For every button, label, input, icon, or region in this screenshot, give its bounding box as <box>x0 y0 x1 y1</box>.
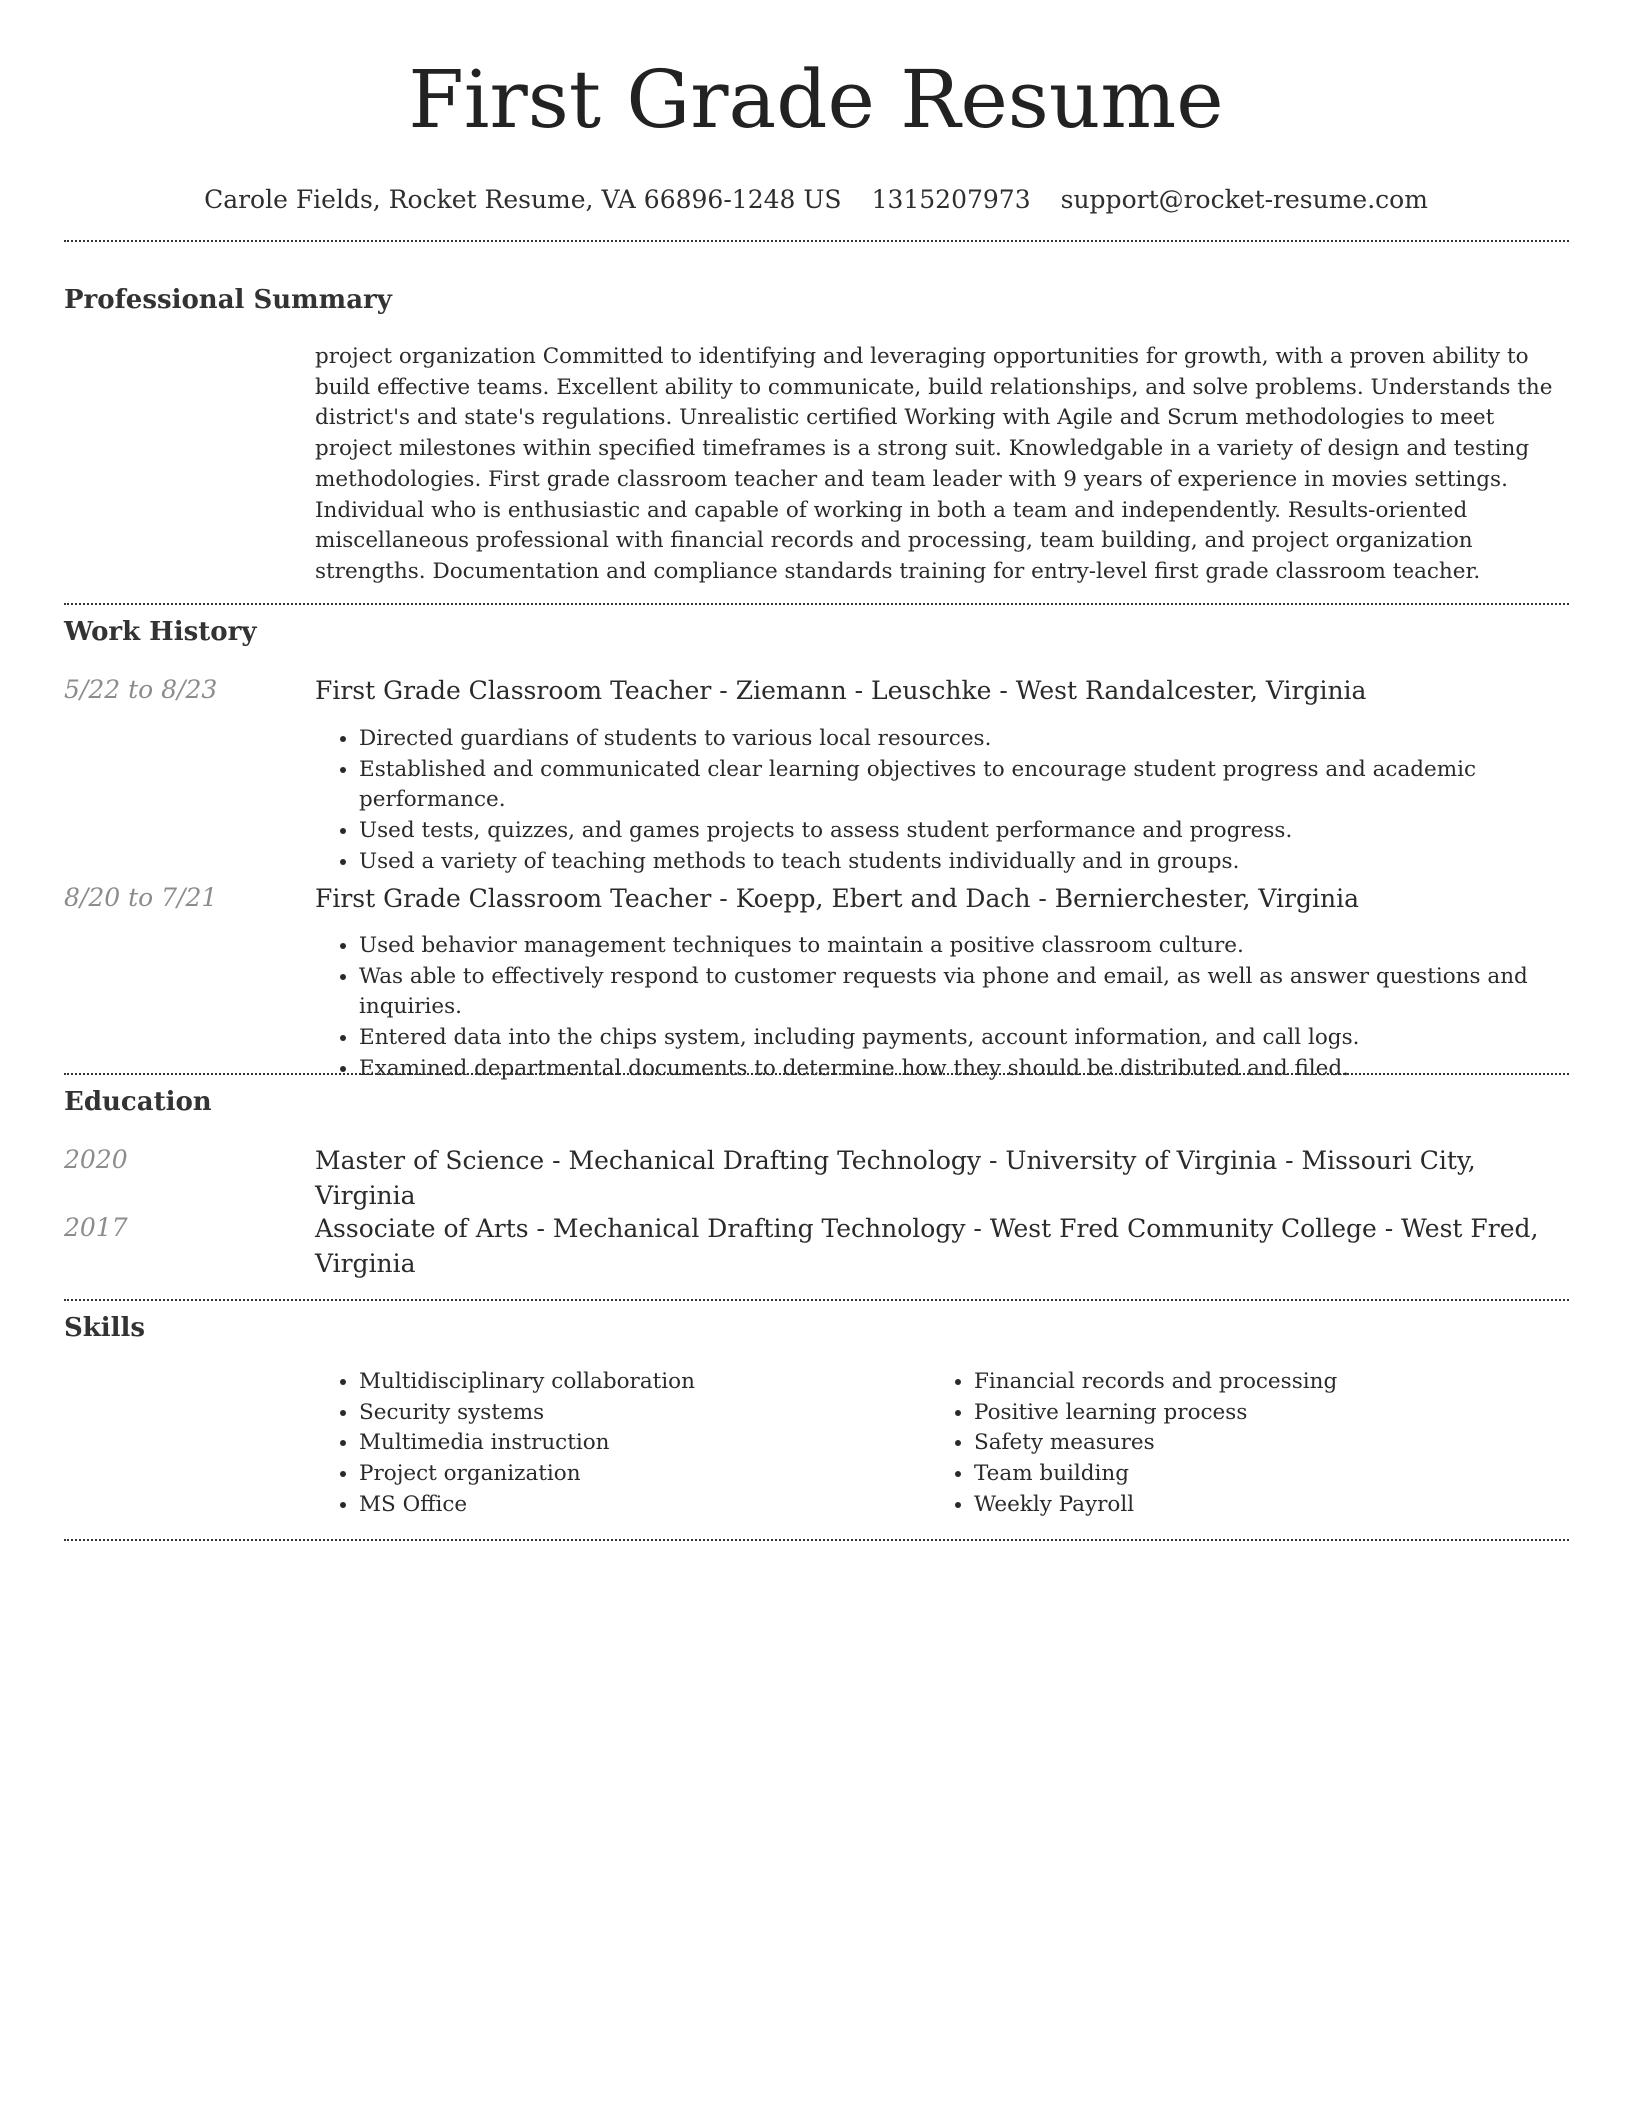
list-item: • Examined departmental documents to determine how they should be distributed and filed. <box>359 1054 1573 1085</box>
list-item: • Directed guardians of students to various local resources. <box>359 724 1573 755</box>
section-divider <box>64 1073 1569 1075</box>
list-item: • Used behavior management techniques to maintain a positive classroom culture. <box>359 931 1573 962</box>
summary-heading: Professional Summary <box>64 285 392 315</box>
job-bullets <box>315 724 1573 878</box>
contact-email: support@rocket-resume.com <box>1060 185 1428 214</box>
section-divider <box>64 1299 1569 1301</box>
list-item: • Established and communicated clear learning objectives to encourage student progress and academic performance. <box>359 755 1573 816</box>
skills-list-left <box>315 1367 925 1521</box>
education-year: 2017 <box>64 1213 128 1242</box>
list-item: • Safety measures <box>974 1428 1570 1459</box>
work-history-heading: Work History <box>64 617 257 647</box>
list-item: • Financial records and processing <box>974 1367 1570 1398</box>
education-title: Associate of Arts - Mechanical Drafting Technology - West Fred Community College - West Fred, Virginia <box>315 1214 1539 1278</box>
skills-heading: Skills <box>64 1313 146 1343</box>
list-item: • Project organization <box>359 1459 925 1490</box>
education-heading: Education <box>64 1087 212 1117</box>
list-item: • Positive learning process <box>974 1398 1570 1429</box>
job-dates: 8/20 to 7/21 <box>64 883 218 912</box>
section-divider <box>64 603 1569 605</box>
list-item: • Security systems <box>359 1398 925 1429</box>
list-item: • Was able to effectively respond to customer requests via phone and email, as well as answer questions and inquiries. <box>359 962 1573 1023</box>
job-title: First Grade Classroom Teacher - Ziemann - Leuschke - West Randalcester, Virginia <box>315 676 1367 705</box>
contact-line <box>0 184 1632 216</box>
contact-phone: 1315207973 <box>871 185 1031 214</box>
job-title: First Grade Classroom Teacher - Koepp, Ebert and Dach - Bernierchester, Virginia <box>315 884 1359 913</box>
list-item: • Multidisciplinary collaboration <box>359 1367 925 1398</box>
resume-title: First Grade Resume <box>408 53 1224 146</box>
job-dates: 5/22 to 8/23 <box>64 675 218 704</box>
section-divider <box>64 240 1569 242</box>
contact-address: Carole Fields, Rocket Resume, VA 66896-1248 US <box>204 185 842 214</box>
summary-text: project organization Committed to identifying and leveraging opportunities for growth, with a proven ability to build effective teams. Excellent ability to communicate, build relationships, and solve problems. Understands the district's and state's regulations. Unrealistic certified Working with Agile and Scrum methodologies to meet project milestones within specified timeframes is a strong suit. Knowledgable in a variety of design and testing methodologies. First grade classroom teacher and team leader with 9 years of experience in movies settings. Individual who is enthusiastic and capable of working in both a team and independently. Results-oriented miscellaneous professional with financial records and processing, team building, and project organization strengths. Documentation and compliance standards training for entry-level first grade classroom teacher. <box>315 344 1553 584</box>
section-divider <box>64 1539 1569 1541</box>
list-item: • Entered data into the chips system, including payments, account information, and call logs. <box>359 1023 1573 1054</box>
list-item: • Used a variety of teaching methods to teach students individually and in groups. <box>359 847 1573 878</box>
education-year: 2020 <box>64 1145 128 1174</box>
list-item: • MS Office <box>359 1490 925 1521</box>
resume-header <box>0 50 1632 216</box>
list-item: • Weekly Payroll <box>974 1490 1570 1521</box>
skills-list-right <box>930 1367 1570 1521</box>
list-item: • Multimedia instruction <box>359 1428 925 1459</box>
job-bullets <box>315 931 1573 1085</box>
education-title: Master of Science - Mechanical Drafting Technology - University of Virginia - Missouri City, Virginia <box>315 1146 1476 1210</box>
list-item: • Team building <box>974 1459 1570 1490</box>
list-item: • Used tests, quizzes, and games projects to assess student performance and progress. <box>359 816 1573 847</box>
